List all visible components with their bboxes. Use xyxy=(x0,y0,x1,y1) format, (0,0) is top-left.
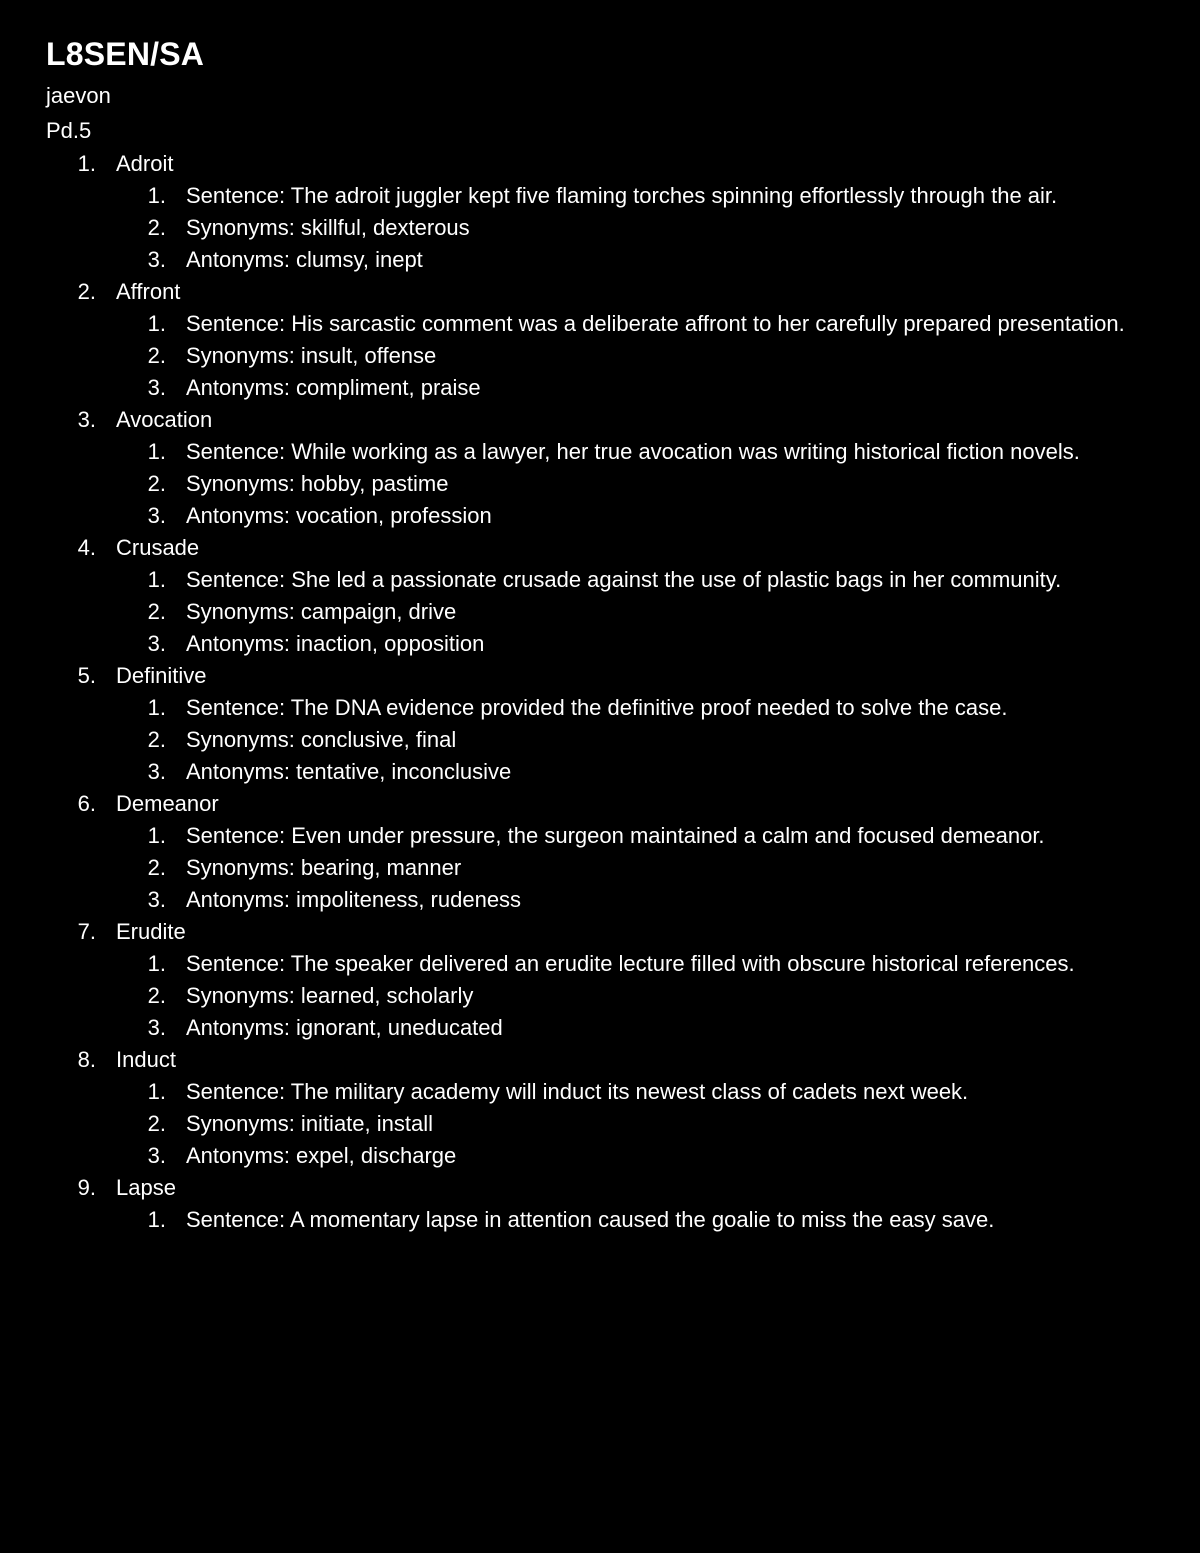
vocab-word: Lapse xyxy=(116,1175,176,1200)
vocab-detail-text: Sentence: The military academy will induct its newest class of cadets next week. xyxy=(186,1079,969,1104)
vocab-detail-text: Antonyms: inaction, opposition xyxy=(186,631,485,656)
vocab-detail-list xyxy=(116,1076,1150,1172)
list-number: 6. xyxy=(77,791,96,816)
list-number: 3. xyxy=(147,887,166,912)
vocab-detail-item xyxy=(147,1140,1150,1172)
vocab-detail-text: Synonyms: learned, scholarly xyxy=(186,983,474,1008)
vocab-detail-text: Sentence: She led a passionate crusade against the use of plastic bags in her community. xyxy=(186,567,1062,592)
vocab-detail-text: Sentence: His sarcastic comment was a deliberate affront to her carefully prepared presentation. xyxy=(186,311,1125,336)
vocab-entry xyxy=(46,532,1150,660)
vocab-detail-item xyxy=(147,628,1150,660)
list-number: 3. xyxy=(147,503,166,528)
vocab-detail-text: Antonyms: vocation, profession xyxy=(186,503,492,528)
vocab-word: Demeanor xyxy=(116,791,219,816)
vocab-entry xyxy=(46,1044,1150,1172)
list-number: 3. xyxy=(147,1015,166,1040)
vocab-word-row xyxy=(77,148,1150,180)
list-number: 8. xyxy=(77,1047,96,1072)
vocab-word-row xyxy=(77,660,1150,692)
list-number: 3. xyxy=(147,375,166,400)
vocab-word: Crusade xyxy=(116,535,200,560)
vocab-detail-item xyxy=(147,724,1150,756)
list-number: 2. xyxy=(147,599,166,624)
vocab-word-row xyxy=(77,1172,1150,1204)
vocab-detail-text: Antonyms: ignorant, uneducated xyxy=(186,1015,503,1040)
vocab-detail-text: Antonyms: impoliteness, rudeness xyxy=(186,887,522,912)
vocab-detail-list xyxy=(116,692,1150,788)
list-number: 1. xyxy=(147,183,166,208)
vocab-detail-list xyxy=(116,308,1150,404)
vocab-detail-text: Synonyms: hobby, pastime xyxy=(186,471,449,496)
vocab-detail-item xyxy=(147,308,1150,340)
list-number: 2. xyxy=(147,855,166,880)
vocab-detail-text: Antonyms: clumsy, inept xyxy=(186,247,423,272)
list-number: 3. xyxy=(147,247,166,272)
vocab-detail-item xyxy=(147,212,1150,244)
vocab-detail-list xyxy=(116,820,1150,916)
vocab-detail-text: Sentence: The adroit juggler kept five flaming torches spinning effortlessly through the air. xyxy=(186,183,1058,208)
class-period: Pd.5 xyxy=(46,118,92,143)
vocab-entry xyxy=(46,404,1150,532)
list-number: 1. xyxy=(147,695,166,720)
vocab-detail-text: Antonyms: tentative, inconclusive xyxy=(186,759,512,784)
vocab-detail-text: Synonyms: insult, offense xyxy=(186,343,437,368)
vocab-detail-text: Synonyms: skillful, dexterous xyxy=(186,215,470,240)
list-number: 1. xyxy=(77,151,96,176)
list-number: 4. xyxy=(77,535,96,560)
vocab-detail-list xyxy=(116,1204,1150,1236)
vocab-detail-item xyxy=(147,756,1150,788)
vocab-detail-item xyxy=(147,1204,1150,1236)
list-number: 2. xyxy=(147,727,166,752)
vocab-detail-list xyxy=(116,564,1150,660)
vocab-detail-item xyxy=(147,820,1150,852)
vocab-word: Adroit xyxy=(116,151,174,176)
vocab-detail-item xyxy=(147,948,1150,980)
vocab-word: Induct xyxy=(116,1047,176,1072)
vocab-detail-text: Sentence: The DNA evidence provided the definitive proof needed to solve the case. xyxy=(186,695,1008,720)
list-number: 1. xyxy=(147,311,166,336)
vocab-detail-list xyxy=(116,948,1150,1044)
vocab-detail-text: Sentence: Even under pressure, the surgeon maintained a calm and focused demeanor. xyxy=(186,823,1045,848)
list-number: 2. xyxy=(147,215,166,240)
vocab-detail-text: Antonyms: compliment, praise xyxy=(186,375,481,400)
vocab-word-row xyxy=(77,532,1150,564)
vocab-detail-text: Synonyms: conclusive, final xyxy=(186,727,457,752)
vocab-detail-item xyxy=(147,340,1150,372)
vocabulary-list xyxy=(46,148,1150,1236)
vocab-word-row xyxy=(77,916,1150,948)
vocab-word-row xyxy=(77,788,1150,820)
vocab-detail-item xyxy=(147,596,1150,628)
vocab-entry xyxy=(46,660,1150,788)
vocab-detail-text: Antonyms: expel, discharge xyxy=(186,1143,457,1168)
vocab-detail-item xyxy=(147,980,1150,1012)
list-number: 2. xyxy=(147,471,166,496)
vocab-detail-item xyxy=(147,852,1150,884)
list-number: 1. xyxy=(147,439,166,464)
list-number: 2. xyxy=(147,1111,166,1136)
vocab-detail-item xyxy=(147,244,1150,276)
list-number: 1. xyxy=(147,567,166,592)
list-number: 1. xyxy=(147,1207,166,1232)
vocab-detail-item xyxy=(147,500,1150,532)
vocab-word: Avocation xyxy=(116,407,213,432)
vocab-detail-item xyxy=(147,372,1150,404)
vocab-detail-item xyxy=(147,564,1150,596)
list-number: 3. xyxy=(147,1143,166,1168)
vocab-word-row xyxy=(77,276,1150,308)
vocab-entry xyxy=(46,148,1150,276)
list-number: 1. xyxy=(147,1079,166,1104)
vocab-detail-text: Sentence: The speaker delivered an erudite lecture filled with obscure historical references. xyxy=(186,951,1075,976)
vocab-detail-text: Synonyms: campaign, drive xyxy=(186,599,457,624)
list-number: 1. xyxy=(147,951,166,976)
list-number: 7. xyxy=(77,919,96,944)
vocab-detail-item xyxy=(147,468,1150,500)
vocab-detail-item xyxy=(147,692,1150,724)
list-number: 3. xyxy=(147,631,166,656)
list-number: 2. xyxy=(77,279,96,304)
vocab-detail-text: Sentence: While working as a lawyer, her true avocation was writing historical fiction novels. xyxy=(186,439,1080,464)
vocab-detail-item xyxy=(147,1076,1150,1108)
list-number: 2. xyxy=(147,983,166,1008)
vocab-detail-item xyxy=(147,436,1150,468)
vocab-detail-text: Synonyms: bearing, manner xyxy=(186,855,462,880)
vocab-word: Erudite xyxy=(116,919,186,944)
vocab-detail-item xyxy=(147,1012,1150,1044)
list-number: 3. xyxy=(77,407,96,432)
vocab-entry xyxy=(46,1172,1150,1236)
vocab-word: Affront xyxy=(116,279,181,304)
list-number: 5. xyxy=(77,663,96,688)
vocab-detail-item xyxy=(147,884,1150,916)
list-number: 1. xyxy=(147,823,166,848)
list-number: 3. xyxy=(147,759,166,784)
list-number: 9. xyxy=(77,1175,96,1200)
list-number: 2. xyxy=(147,343,166,368)
vocab-detail-list xyxy=(116,180,1150,276)
vocab-entry xyxy=(46,276,1150,404)
vocab-detail-item xyxy=(147,1108,1150,1140)
vocab-detail-item xyxy=(147,180,1150,212)
vocab-entry xyxy=(46,788,1150,916)
vocab-detail-text: Synonyms: initiate, install xyxy=(186,1111,433,1136)
vocab-word-row xyxy=(77,1044,1150,1076)
vocab-word-row xyxy=(77,404,1150,436)
student-name: jaevon xyxy=(46,83,111,108)
vocab-entry xyxy=(46,916,1150,1044)
vocab-detail-list xyxy=(116,436,1150,532)
vocab-detail-text: Sentence: A momentary lapse in attention caused the goalie to miss the easy save. xyxy=(186,1207,995,1232)
vocab-word: Definitive xyxy=(116,663,207,688)
document-title: L8SEN/SA xyxy=(46,36,205,72)
